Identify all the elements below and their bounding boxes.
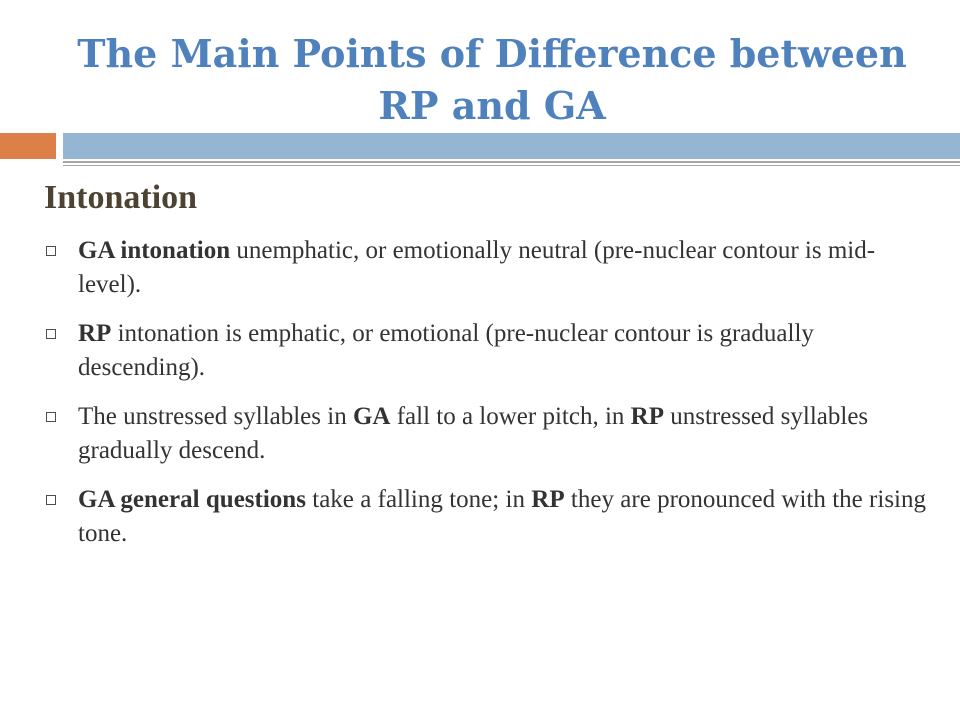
hollow-square-icon xyxy=(46,412,56,422)
bullet-list xyxy=(44,234,926,566)
bullet-item xyxy=(44,483,926,551)
slide-title xyxy=(40,28,944,132)
bullet-item xyxy=(44,234,926,302)
bullet-item xyxy=(44,317,926,385)
divider-rule-thin xyxy=(63,165,960,166)
bullet-text: fall to a lower pitch, in xyxy=(390,403,631,430)
bullet-text: intonation is emphatic, or emotional (pre-nuclear contour is gradually descending). xyxy=(78,320,814,381)
divider-rule xyxy=(63,161,960,163)
bullet-text: The unstressed syllables in xyxy=(78,403,353,430)
bullet-text: unemphatic, or emotionally neutral (pre-nuclear contour is mid-level). xyxy=(78,237,876,298)
slide-title-line-2: RP and GA xyxy=(378,83,606,128)
hollow-square-icon xyxy=(46,495,56,505)
bullet-bold-text: RP xyxy=(531,486,565,513)
section-heading: Intonation xyxy=(44,179,198,216)
bullet-text: take a falling tone; in xyxy=(305,486,532,513)
bullet-bold-text: GA xyxy=(352,403,391,430)
bullet-bold-text: GA intonation xyxy=(78,237,231,264)
hollow-square-icon xyxy=(46,329,56,339)
slide-title-line-1: The Main Points of Difference between xyxy=(77,31,907,76)
bullet-text: they are pronounced with the rising tone. xyxy=(78,486,926,547)
bullet-bold-text: GA general questions xyxy=(78,486,306,513)
accent-bar xyxy=(0,133,56,159)
title-divider-bar xyxy=(63,133,960,159)
bullet-text: unstressed syllables gradually descend. xyxy=(78,403,869,464)
hollow-square-icon xyxy=(46,246,56,256)
bullet-bold-text: RP xyxy=(78,320,112,347)
bullet-bold-text: RP xyxy=(630,403,664,430)
bullet-item xyxy=(44,400,926,468)
